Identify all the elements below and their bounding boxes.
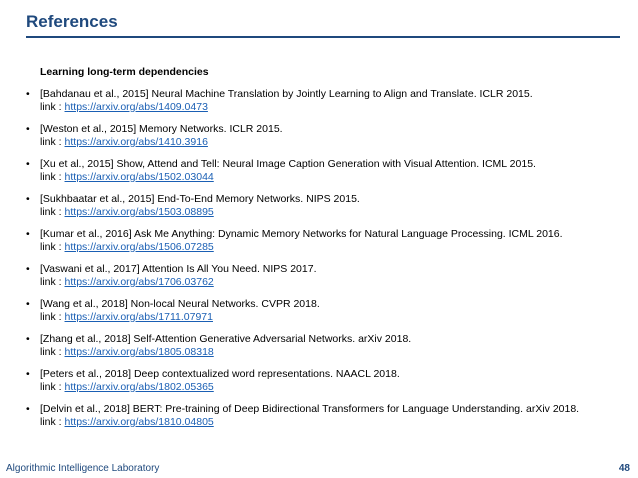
reference-link[interactable]: https://arxiv.org/abs/1805.08318 [64,346,214,358]
bullet-icon: • [26,228,30,240]
reference-link[interactable]: https://arxiv.org/abs/1503.08895 [64,206,214,218]
reference-body [40,403,579,438]
reference-link-line [40,101,533,114]
reference-citation: [Xu et al., 2015] Show, Attend and Tell: Neural Image Caption Generation with Visual Attention. ICML 2015. [40,158,536,170]
title-divider [26,36,620,38]
reference-body [40,333,411,368]
link-prefix: link : [40,346,65,358]
reference-link[interactable]: https://arxiv.org/abs/1506.07285 [64,241,214,253]
reference-citation: [Kumar et al., 2016] Ask Me Anything: Dynamic Memory Networks for Natural Language Processing. ICML 2016. [40,228,563,240]
reference-link[interactable]: https://arxiv.org/abs/1410.3916 [64,136,208,148]
page-number: 48 [618,463,630,474]
reference-link-line [40,381,400,394]
link-prefix: link : [40,416,65,428]
bullet-icon: • [26,298,30,310]
bullet-icon: • [26,158,30,170]
link-prefix: link : [40,241,65,253]
list-item [26,123,624,158]
reference-link-line [40,311,320,324]
reference-link-line [40,171,536,184]
list-item [26,368,624,403]
list-item [26,193,624,228]
reference-body [40,263,317,298]
list-item [26,333,624,368]
link-prefix: link : [40,381,65,393]
list-item [26,88,624,123]
reference-link[interactable]: https://arxiv.org/abs/1810.04805 [64,416,214,428]
reference-citation: [Sukhbaatar et al., 2015] End-To-End Memory Networks. NIPS 2015. [40,193,360,205]
bullet-icon: • [26,263,30,275]
list-item [26,298,624,333]
reference-body [40,228,563,263]
list-item [26,403,624,438]
bullet-icon: • [26,368,30,380]
link-prefix: link : [40,276,65,288]
reference-citation: [Zhang et al., 2018] Self-Attention Generative Adversarial Networks. arXiv 2018. [40,333,412,345]
bullet-icon: • [26,88,30,100]
page-title: References [26,12,118,31]
bullet-icon: • [26,333,30,345]
reference-body [40,193,360,228]
link-prefix: link : [40,206,65,218]
reference-link-line [40,136,283,149]
link-prefix: link : [40,136,65,148]
reference-body [40,88,533,123]
section-heading: Learning long-term dependencies [40,66,209,78]
reference-link-line [40,276,317,289]
list-item [26,263,624,298]
reference-link-line [40,206,360,219]
reference-body [40,368,400,403]
footer-lab-name: Algorithmic Intelligence Laboratory [6,463,160,474]
list-item [26,158,624,193]
reference-link[interactable]: https://arxiv.org/abs/1409.0473 [64,101,208,113]
reference-link[interactable]: https://arxiv.org/abs/1706.03762 [64,276,214,288]
link-prefix: link : [40,311,65,323]
reference-citation: [Peters et al., 2018] Deep contextualized word representations. NAACL 2018. [40,368,400,380]
reference-link[interactable]: https://arxiv.org/abs/1711.07971 [64,311,213,323]
list-item [26,228,624,263]
reference-citation: [Vaswani et al., 2017] Attention Is All You Need. NIPS 2017. [40,263,317,275]
reference-citation: [Delvin et al., 2018] BERT: Pre-training of Deep Bidirectional Transformers for Language Understanding. arXiv 2018. [40,403,580,415]
bullet-icon: • [26,123,30,135]
reference-citation: [Bahdanau et al., 2015] Neural Machine Translation by Jointly Learning to Align and Translate. ICLR 2015. [40,88,533,100]
reference-citation: [Wang et al., 2018] Non-local Neural Networks. CVPR 2018. [40,298,320,310]
reference-body [40,158,536,193]
reference-link-line [40,346,411,359]
reference-link-line [40,416,579,429]
reference-body [40,123,283,158]
reference-citation: [Weston et al., 2015] Memory Networks. ICLR 2015. [40,123,283,135]
bullet-icon: • [26,193,30,205]
reference-link-line [40,241,563,254]
reference-link[interactable]: https://arxiv.org/abs/1502.03044 [64,171,214,183]
reference-link[interactable]: https://arxiv.org/abs/1802.05365 [64,381,214,393]
link-prefix: link : [40,101,65,113]
reference-body [40,298,320,333]
link-prefix: link : [40,171,65,183]
reference-list [26,88,624,438]
bullet-icon: • [26,403,30,415]
